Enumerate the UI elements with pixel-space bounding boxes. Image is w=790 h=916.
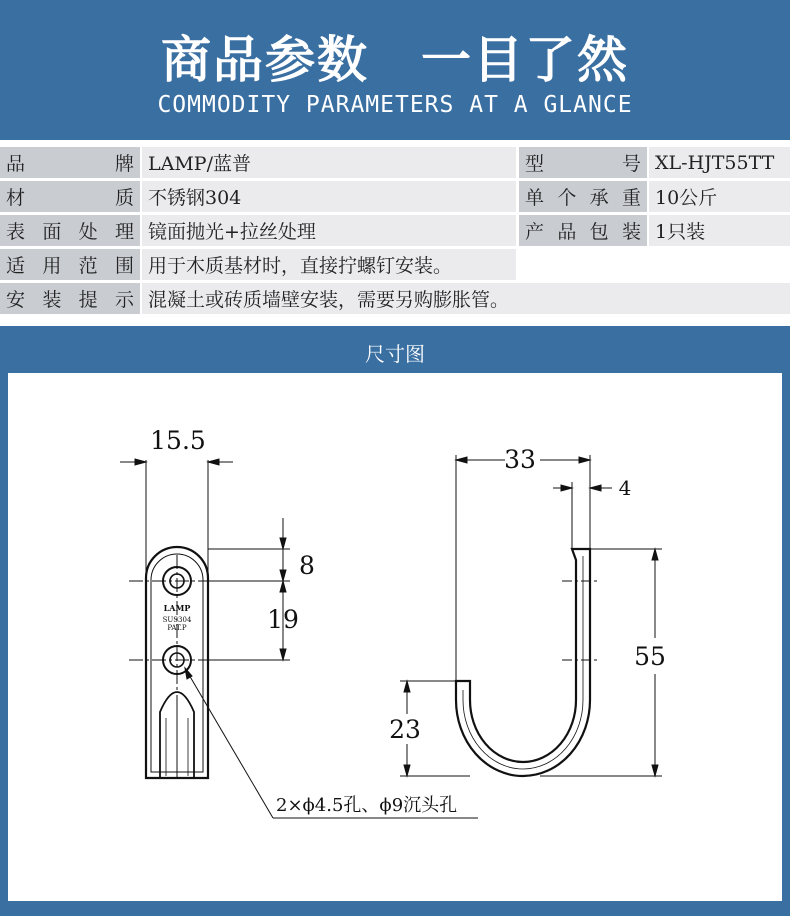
table-row	[0, 215, 790, 246]
dim-tip: 4	[618, 476, 632, 500]
dim-width: 15.5	[150, 426, 206, 455]
mark-pat: PAT.P	[167, 624, 187, 632]
mark-brand: LAMP	[163, 603, 191, 613]
drawing-canvas	[8, 373, 782, 901]
dim-hook: 23	[389, 715, 421, 744]
empty-cell	[516, 249, 790, 280]
load-value: 10公斤	[647, 181, 790, 212]
dim-hole-top: 8	[299, 551, 315, 580]
table-row	[0, 249, 790, 280]
install-value: 混凝土或砖质墙壁安装，需要另购膨胀管。	[140, 283, 790, 314]
brand-value: LAMP/蓝普	[140, 147, 516, 178]
brand-label: 品 牌	[0, 147, 140, 178]
side-view	[400, 455, 662, 776]
load-label: 单个承重	[516, 181, 647, 212]
model-value: XL-HJT55TT	[647, 147, 790, 178]
table-row	[0, 181, 790, 212]
mark-material: SUS304	[162, 616, 192, 624]
scope-label: 适用范围	[0, 249, 140, 280]
header-banner	[0, 0, 790, 140]
dim-height: 55	[634, 642, 666, 671]
scope-value: 用于木质基材时，直接拧螺钉安装。	[140, 249, 516, 280]
page-subtitle: COMMODITY PARAMETERS AT A GLANCE	[157, 92, 633, 118]
surface-value: 镜面抛光+拉丝处理	[140, 215, 516, 246]
drawing-title: 尺寸图	[365, 342, 425, 366]
model-label: 型 号	[516, 147, 647, 178]
params-table	[0, 144, 790, 317]
package-label: 产品包装	[516, 215, 647, 246]
table-row	[0, 147, 790, 178]
dim-depth: 33	[504, 445, 536, 474]
material-value: 不锈钢304	[140, 181, 516, 212]
dim-hole-pitch: 19	[267, 605, 299, 634]
package-value: 1只装	[647, 215, 790, 246]
table-row	[0, 283, 790, 314]
surface-label: 表面处理	[0, 215, 140, 246]
hole-note: 2×ϕ4.5孔、ϕ9沉头孔	[276, 795, 458, 816]
install-label: 安装提示	[0, 283, 140, 314]
material-label: 材 质	[0, 181, 140, 212]
front-view	[120, 459, 478, 818]
page-title: 商品参数 一目了然	[161, 31, 629, 89]
dimension-drawing	[8, 373, 782, 901]
